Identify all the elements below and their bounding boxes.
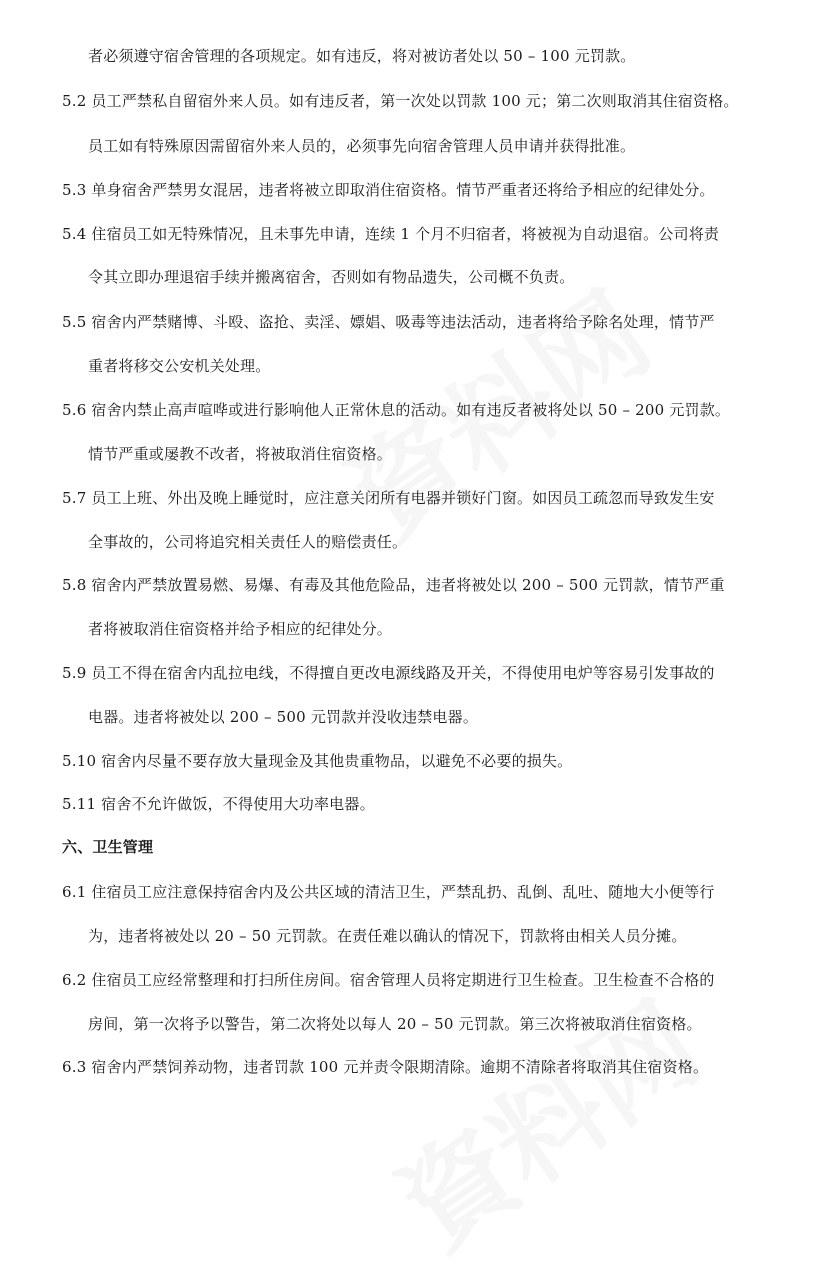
paragraph-line: 为，违者将被处以 20 – 50 元罚款。在责任难以确认的情况下，罚款将由相关人员分摊。	[88, 927, 687, 945]
rule-5-3: 5.3 单身宿舍严禁男女混居，违者将被立即取消住宿资格。情节严重者还将给予相应的纪律处分。	[62, 181, 715, 199]
rule-5-7: 5.7 员工上班、外出及晚上睡觉时，应注意关闭所有电器并锁好门窗。如因员工疏忽而导致发生安	[62, 489, 715, 507]
watermark-text	[365, 960, 726, 1278]
rule-5-8: 5.8 宿舍内严禁放置易燃、易爆、有毒及其他危险品，违者将被处以 200 – 500 元罚款，情节严重	[62, 576, 725, 594]
rule-5-11: 5.11 宿舍不允许做饭，不得使用大功率电器。	[62, 795, 375, 813]
paragraph-line: 者将被取消住宿资格并给予相应的纪律处分。	[88, 620, 393, 638]
rule-5-6: 5.6 宿舍内禁止高声喧哗或进行影响他人正常休息的活动。如有违反者被将处以 50 – 200 元罚款。	[62, 401, 731, 419]
paragraph-line: 房间，第一次将予以警告，第二次将处以每人 20 – 50 元罚款。第三次将被取消住宿资格。	[88, 1015, 702, 1033]
paragraph-line: 者必须遵守宿舍管理的各项规定。如有违反，将对被访者处以 50 – 100 元罚款。	[88, 47, 636, 65]
section-heading: 六、卫生管理	[62, 838, 154, 856]
rule-6-1: 6.1 住宿员工应注意保持宿舍内及公共区域的清洁卫生，严禁乱扔、乱倒、乱吐、随地大小便等行	[62, 883, 715, 901]
paragraph-line: 电器。违者将被处以 200 – 500 元罚款并没收违禁电器。	[88, 708, 479, 726]
rule-5-4: 5.4 住宿员工如无特殊情况，且未事先申请，连续 1 个月不归宿者，将被视为自动退宿。公司将责	[62, 225, 720, 243]
paragraph-line: 重者将移交公安机关处理。	[88, 357, 271, 375]
rule-6-3: 6.3 宿舍内严禁饲养动物，违者罚款 100 元并责令限期清除。逾期不清除者将取消其住宿资格。	[62, 1058, 709, 1076]
paragraph-line: 情节严重或屡教不改者，将被取消住宿资格。	[88, 445, 393, 463]
paragraph-line: 全事故的，公司将追究相关责任人的赔偿责任。	[88, 533, 408, 551]
rule-6-2: 6.2 住宿员工应经常整理和打扫所住房间。宿舍管理人员将定期进行卫生检查。卫生检查不合格的	[62, 971, 715, 989]
rule-5-9: 5.9 员工不得在宿舍内乱拉电线，不得擅自更改电源线路及开关，不得使用电炉等容易引发事故的	[62, 664, 715, 682]
paragraph-line: 员工如有特殊原因需留宿外来人员的，必须事先向宿舍管理人员申请并获得批准。	[88, 137, 636, 155]
rule-5-10: 5.10 宿舍内尽量不要存放大量现金及其他贵重物品，以避免不必要的损失。	[62, 752, 573, 770]
rule-5-5: 5.5 宿舍内严禁赌博、斗殴、盗抢、卖淫、嫖娼、吸毒等违法活动，违者将给予除名处理，情节严	[62, 313, 715, 331]
paragraph-line: 令其立即办理退宿手续并搬离宿舍，否则如有物品遗失，公司概不负责。	[88, 268, 575, 286]
rule-5-2: 5.2 员工严禁私自留宿外来人员。如有违反者，第一次处以罚款 100 元；第二次则取消其住宿资格。	[62, 92, 739, 110]
